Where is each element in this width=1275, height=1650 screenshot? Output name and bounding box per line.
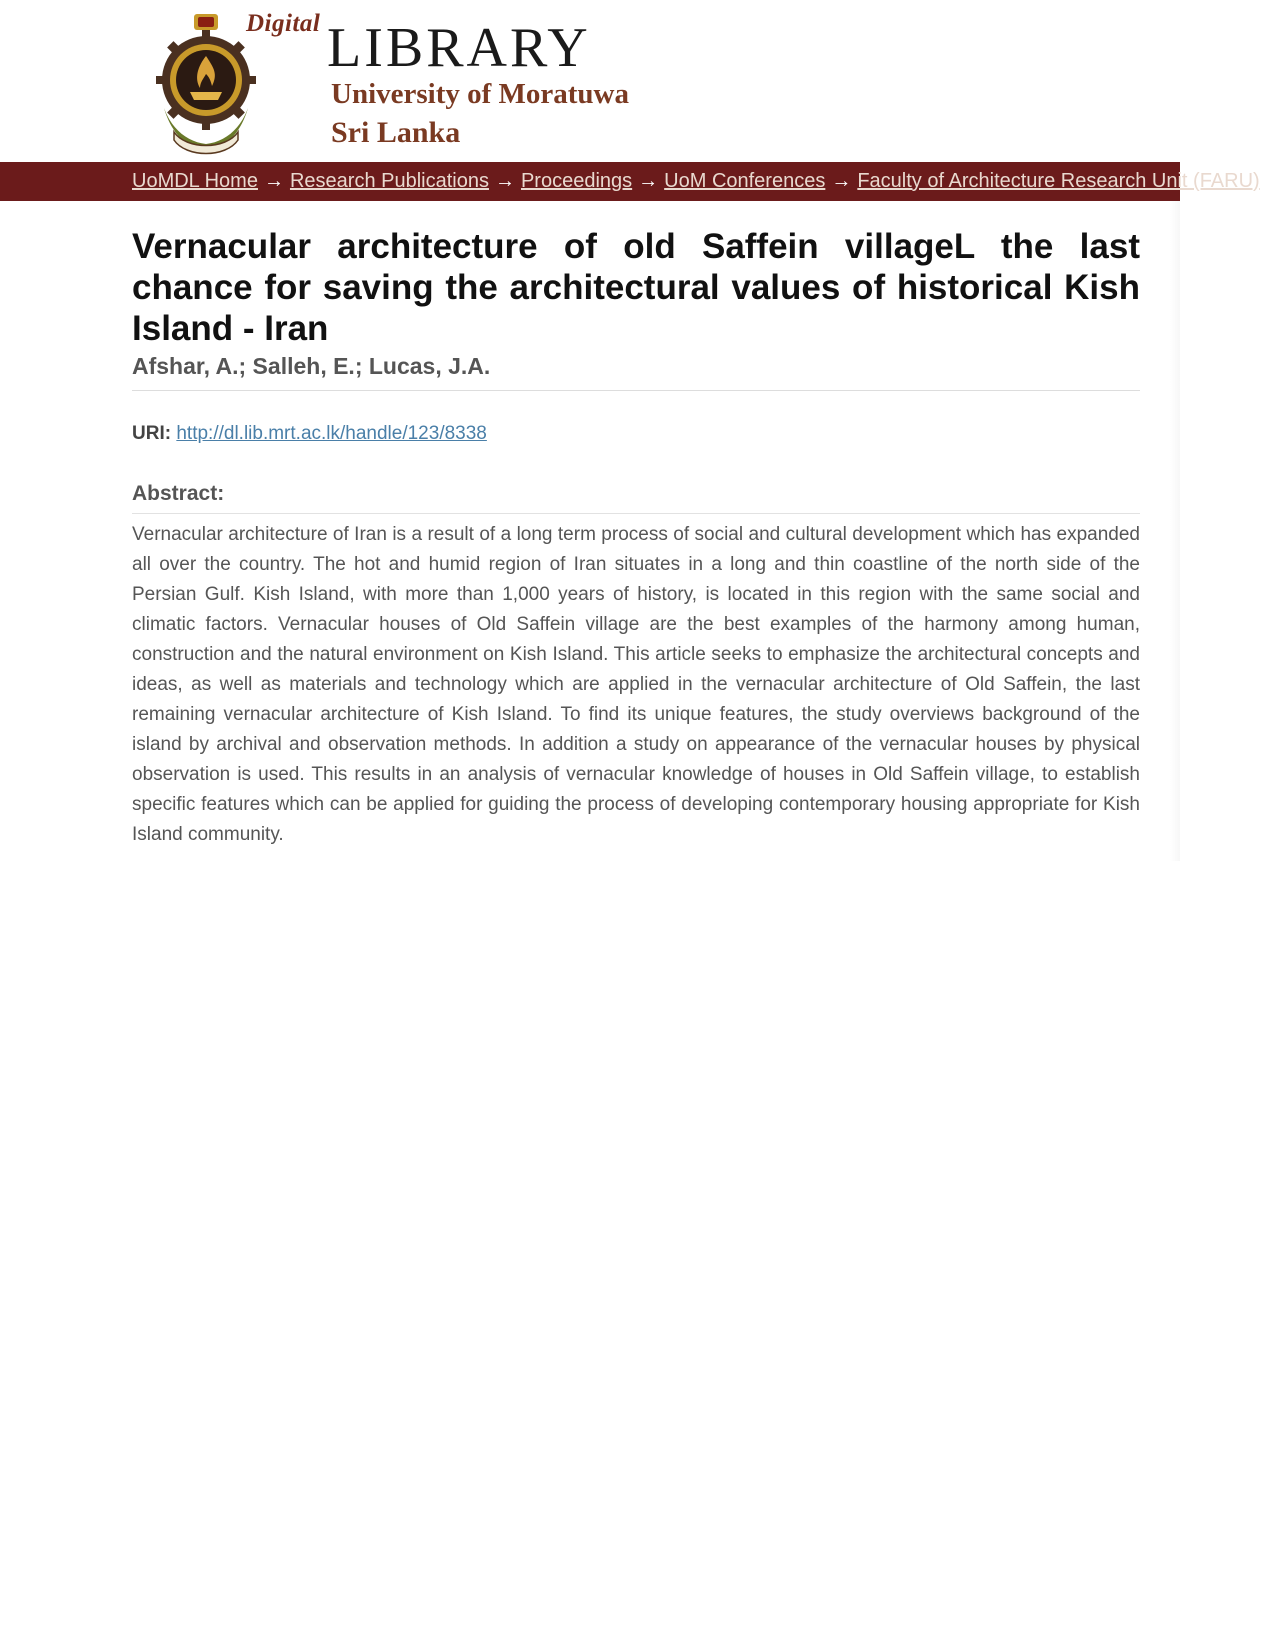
breadcrumb-separator: →: [494, 170, 515, 192]
breadcrumb: [0, 162, 1260, 201]
breadcrumb-research-publications-link[interactable]: Research Publications: [289, 170, 489, 192]
breadcrumb-separator: →: [638, 170, 659, 192]
title-divider: [132, 390, 1140, 391]
breadcrumb-trail: [132, 169, 1260, 193]
content-edge-shadow: [1170, 201, 1180, 861]
breadcrumb-home-link[interactable]: UoMDL Home: [132, 170, 258, 192]
item-uri-link[interactable]: http://dl.lib.mrt.ac.lk/handle/123/8338: [176, 423, 487, 444]
item-view: [132, 226, 1140, 869]
abstract-heading: Abstract:: [132, 482, 225, 505]
logo-digital-text: Digital: [246, 10, 321, 37]
breadcrumb-separator: →: [831, 170, 852, 192]
logo-university-name: University of Moratuwa: [331, 78, 630, 110]
breadcrumb-faru-link[interactable]: Faculty of Architecture Research Unit (FARU): [857, 170, 1260, 192]
item-title: Vernacular architecture of old Saffein villageL the last chance for saving the architectural values of historical Kish Island - Iran: [132, 227, 1140, 348]
breadcrumb-proceedings-link[interactable]: Proceedings: [520, 170, 633, 192]
uri-label: URI:: [132, 423, 172, 444]
breadcrumb-uom-conferences-link[interactable]: UoM Conferences: [664, 170, 826, 192]
item-uri-row: [132, 421, 1140, 447]
item-authors: Afshar, A.; Salleh, E.; Lucas, J.A.: [132, 353, 491, 379]
site-header: [0, 0, 1275, 162]
breadcrumb-separator: →: [263, 170, 284, 192]
logo-country-name: Sri Lanka: [331, 116, 461, 149]
logo-library-text: LIBRARY: [327, 17, 591, 79]
abstract-divider: [132, 513, 1140, 514]
abstract-text: Vernacular architecture of Iran is a result of a long term process of social and cultural development which has expanded all over the country. The hot and humid region of Iran situates in a long and thin coastline of the north side of the Persian Gulf. Kish Island, with more than 1,000 years of history, is located in this region with the same social and climatic factors. Vernacular houses of Old Saffein village are the best examples of the harmony among human, construction and the natural environment on Kish Island. This article seeks to emphasize the architectural concepts and ideas, as well as materials and technology which are applied in the vernacular architecture of Old Saffein, the last remaining vernacular architecture of Kish Island. To find its unique features, the study overviews background of the island by archival and observation methods. In addition a study on appearance of the vernacular houses by physical observation is used. This results in an analysis of vernacular knowledge of houses in Old Saffein village, to establish specific features which can be applied for guiding the process of developing contemporary housing appropriate for Kish Island community.: [132, 524, 1140, 845]
